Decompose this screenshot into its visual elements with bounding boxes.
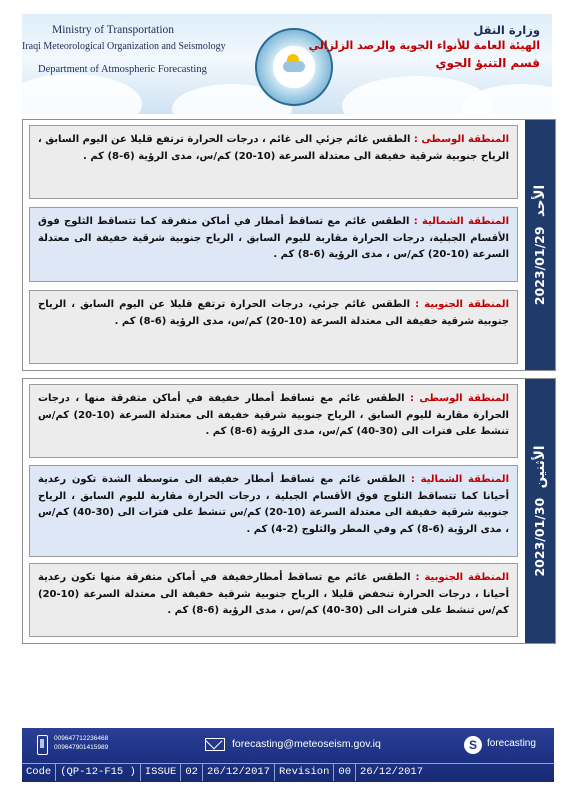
phone-numbers — [54, 734, 108, 752]
day-sidebar — [525, 379, 555, 643]
forecast-north — [29, 465, 518, 557]
forecast-central — [29, 384, 518, 458]
organization-name-en: Iraqi Meteorological Organization and Seismology — [22, 41, 226, 52]
cloud-icon — [283, 61, 305, 72]
email-link[interactable]: forecasting@meteoseism.gov.iq — [232, 738, 381, 750]
forecast-day-1 — [22, 119, 556, 371]
day-name: الأثنين — [532, 445, 548, 489]
forecast-north — [29, 207, 518, 282]
forecast-south — [29, 563, 518, 637]
date: 2023/01/30 — [532, 497, 547, 577]
revision-label: Revision — [275, 764, 334, 781]
issue-number: 02 — [181, 764, 203, 781]
organization-name-ar: الهيئة العامة للأنواء الجوية والرصد الزلزالي — [308, 39, 540, 52]
phone-number: 009647712236468 — [54, 735, 109, 742]
mail-icon — [205, 738, 225, 751]
day-date-label — [532, 185, 548, 305]
forecast-text: الطقس غائم مع تساقط أمطارخفيفة في أماكن متفرقة منها تكون رعدية أحيانا ، درجات الحرارة تنخفض قليلا ، الرياح جنوبية شرقية خفيفة الى معتدلة السرعة (10-20) كم/س تنشط على فترات الى (30-40) كم/س ، مدى الرؤية (6-8) كم . — [38, 572, 509, 616]
day-name: الأحد — [532, 184, 548, 218]
region-label: المنطقة الشمالية : — [413, 216, 509, 227]
forecast-south — [29, 290, 518, 364]
skype-icon: S — [464, 736, 482, 754]
issue-label: ISSUE — [141, 764, 182, 781]
skype-link[interactable]: forecasting — [487, 738, 536, 749]
ministry-name-ar: وزارة النقل — [473, 23, 540, 37]
letterhead — [22, 14, 552, 114]
forecast-day-2 — [22, 378, 556, 644]
phone-icon — [37, 735, 48, 755]
document-code-bar — [22, 763, 554, 781]
footer — [22, 728, 554, 782]
forecast-text: الطقس غائم مع تساقط أمطار خفيفة في أماكن متفرقة منها ، درجات الحرارة مقاربة لليوم السابق ، الرياح جنوبية شرقية خفيفة الى معتدلة السرعة (10-20) كم/س تنشط على فترات الى (30-40) كم/س، مدى الرؤية (6-8) كم . — [38, 393, 509, 437]
region-label: المنطقة الشمالية : — [410, 474, 509, 485]
revision-date: 26/12/2017 — [360, 766, 424, 778]
date: 2023/01/29 — [532, 226, 547, 306]
cloud-decoration — [22, 74, 142, 114]
code-label: Code — [22, 764, 56, 781]
code-value: (QP-12-F15 ) — [56, 764, 141, 781]
revision-number: 00 — [334, 764, 356, 781]
day-sidebar — [525, 120, 555, 370]
forecast-text: الطقس غائم مع تساقط أمطار خفيفة الى متوسطة الشدة تكون رعدية أحيانا كما تتساقط الثلوج فوق الأقسام الجبلية ، درجات الحرارة مقاربة لليوم السابق ، الرياح جنوبية شرقية خفيفة الى معتدلة السرعة (10-20) كم/س تنشط على فترات الى (30-40) كم/س ، مدى الرؤية (6-8) كم وفي المطر والثلوج (2-4) كم . — [38, 474, 509, 535]
issue-date: 26/12/2017 — [203, 764, 275, 781]
department-name-en: Department of Atmospheric Forecasting — [38, 64, 207, 75]
day-date-label — [532, 445, 548, 576]
forecast-text: الطقس غائم جزئي الى غائم ، درجات الحرارة ترتفع قليلا عن اليوم السابق ، الرياح جنوبية شرقية خفيفة الى معتدلة السرعة (10-20) كم/س، مدى الرؤية (6-8) كم . — [38, 134, 509, 162]
department-name-ar: قسم التنبؤ الجوي — [435, 56, 540, 70]
region-label: المنطقة الجنوبية : — [415, 572, 509, 583]
ministry-name-en: Ministry of Transportation — [52, 24, 175, 36]
region-label: المنطقة الوسطى : — [413, 134, 509, 145]
forecast-text: الطقس غائم جزئي، درجات الحرارة ترتفع قليلا عن اليوم السابق ، الرياح جنوبية شرقية خفيفة الى معتدلة السرعة (10-20) كم/س، مدى الرؤية (6-8) كم . — [38, 299, 509, 327]
phone-number: 009647901415989 — [54, 744, 109, 751]
forecast-central — [29, 125, 518, 199]
region-label: المنطقة الجنوبية : — [415, 299, 509, 310]
forecast-text: الطقس غائم مع تساقط أمطار في أماكن متفرقة كما تتساقط الثلوج فوق الأقسام الجبلية، درجات الحرارة مقاربة لليوم السابق ، الرياح جنوبية شرقية خفيفة الى معتدلة السرعة (10-20) كم/س ، مدى الرؤية (6-8) كم . — [38, 216, 509, 260]
region-label: المنطقة الوسطى : — [409, 393, 509, 404]
